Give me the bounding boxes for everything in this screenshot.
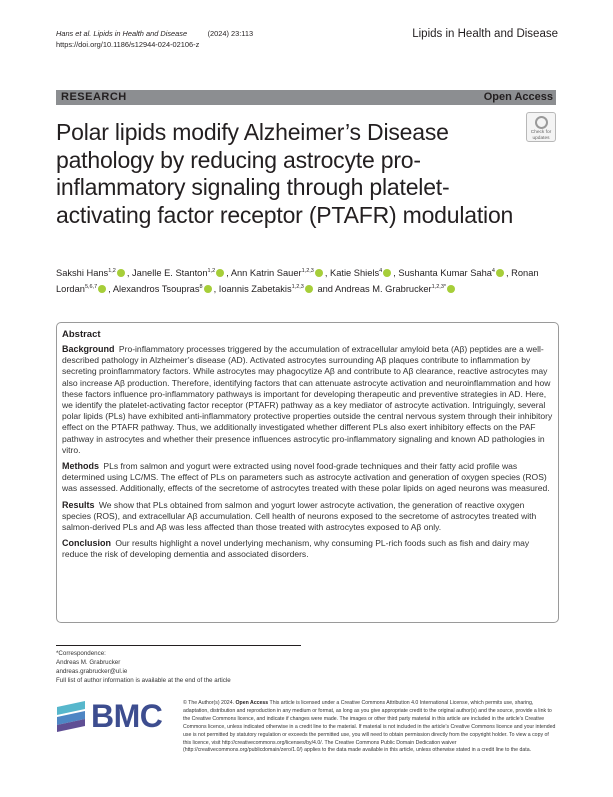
author[interactable]: Alexandros Tsoupras$^8$ [113, 284, 214, 294]
license-statement [183, 700, 557, 755]
orcid-icon[interactable] [216, 269, 224, 277]
author[interactable]: Katie Shiels$^4$ [330, 268, 393, 278]
bmc-mark-icon [57, 704, 85, 730]
abstract-heading: Abstract [62, 329, 101, 340]
section-label: RESEARCH [61, 91, 127, 103]
author-info-note: Full list of author information is available at the end of the article [56, 677, 231, 684]
check-updates-line2: updates [532, 136, 550, 141]
correspondence-label: *Correspondence: [56, 650, 106, 657]
running-header [56, 29, 253, 50]
author[interactable]: Janelle E. Stanton$^{1,2}$ [132, 268, 226, 278]
abstract-box [56, 322, 559, 623]
author[interactable]: Ronan Lordan$^{5,6,7}$ [56, 268, 539, 294]
article-title: Polar lipids modify Alzheimer’s Disease pathology by reducing astrocyte pro-inflammatory signaling through platelet-activating factor receptor (PTAFR) modulation [56, 119, 514, 228]
author[interactable]: Sushanta Kumar Saha$^4$ [398, 268, 506, 278]
correspondence-note [56, 645, 301, 685]
orcid-icon[interactable] [315, 269, 323, 277]
section-banner [56, 90, 556, 105]
orcid-icon[interactable] [447, 285, 455, 293]
volume-info: (2024) 23:113 [187, 29, 254, 38]
abstract-conclusion: Conclusion Our results highlight a novel underlying mechanism, why consuming PL-rich foods such as fish and dairy may reduce the risk of developing dementia and associated disorders. [62, 538, 530, 560]
orcid-icon[interactable] [305, 285, 313, 293]
check-updates-line1: Check for [530, 130, 552, 135]
check-updates-icon [535, 116, 548, 129]
license-open-access: Open Access [235, 700, 269, 706]
journal-name: Lipids in Health and Disease [412, 28, 558, 40]
correspondence-name: Andreas M. Grabrucker [56, 659, 121, 666]
check-for-updates-badge[interactable] [526, 112, 556, 142]
author[interactable]: Ann Katrin Sauer$^{1,2,3}$ [231, 268, 325, 278]
correspondence-email[interactable]: andreas.grabrucker@ul.ie [56, 668, 128, 675]
copyright: © The Author(s) 2024. [183, 700, 235, 706]
abstract-results: Results We show that PLs obtained from salmon and yogurt lower astrocyte activation, the generation of reactive oxygen species (ROS), and extracellular Aβ accumulation. Cell health of neurons exposed to the secretome of astrocytes treated with salmon-derived PLs and Aβ was less affected than those treated with astrocytes exposed to Aβ only. [62, 499, 537, 533]
authors-and: and [317, 283, 333, 294]
open-access-label: Open Access [483, 91, 553, 103]
abstract-background: Background Pro-inflammatory processes triggered by the accumulation of extracellular amyloid beta (Aβ) peptides are a well-described pathology in Alzheimer’s disease (AD). Activated astrocytes surrounding Aβ plaques contribute to inflammation by secreting proinflammatory factors. While astrocytes may phagocytize Aβ and contribute to Aβ clearance, reactive astrocytes may also increase Aβ production. Therefore, identifying factors that can attenuate astrocyte activation and neuroinflammation and how these factors influence pro-inflammatory pathways is important for developing therapeutic and preventive strategies in AD. Here, we identify the platelet-activating factor receptor (PTAFR) pathway as a key mediator of astrocyte activation. Intriguingly, several polar lipids (PLs) have exhibited anti-inflammatory protective properties outside the central nervous system through their inhibitory effect on the PTAFR pathway. Thus, we additionally investigated whether different PLs also exert inhibitory effects on the PAF pathway in astrocytes and whether their presence influences astrocytic pro-inflammatory signaling and known AD pathologies in vitro. [62, 344, 553, 455]
journal-citation: Hans et al. Lipids in Health and Disease [56, 29, 188, 38]
orcid-icon[interactable] [383, 269, 391, 277]
orcid-icon[interactable] [98, 285, 106, 293]
orcid-icon[interactable] [204, 285, 212, 293]
bmc-logo [57, 698, 167, 734]
abstract-methods: Methods PLs from salmon and yogurt were extracted using novel food-grade techniques and their fatty acid profile was determined using LC/MS. The effect of PLs on parameters such as astrocyte activation and generation of oxygen species (ROS) was assessed. Additionally, effects of the secretome of astrocytes treated with these polar lipids on aged neurons was measured. [62, 461, 550, 494]
license-text: This article is licensed under a Creative Commons Attribution 4.0 International License, which permits use, sharing, adaptation, distribution and reproduction in any medium or format, as long as you give appropriate credit to the original author(s) and the source, provide a link to the Creative Commons licence, and indicate if changes were made. The images or other third party material in this article are included in the article’s Creative Commons licence, unless indicated otherwise in a credit line to the material. If material is not included in the article’s Creative Commons licence and your intended use is not permitted by statutory regulation or exceeds the permitted use, you will need to obtain permission directly from the copyright holder. To view a copy of this licence, visit http://creativecommons.org/licenses/by/4.0/. The Creative Commons Public Domain Dedication waiver (http://creativecommons.org/publicdomain/zero/1.0/) applies to the data made available in this article, unless otherwise stated in a credit line to the data. [183, 700, 556, 754]
doi-link[interactable]: https://doi.org/10.1186/s12944-024-02106-z [56, 39, 200, 49]
author[interactable]: Andreas M. Grabrucker$^{1,2,3*}$ [335, 284, 457, 294]
orcid-icon[interactable] [496, 269, 504, 277]
orcid-icon[interactable] [117, 269, 125, 277]
author[interactable]: Ioannis Zabetakis$^{1,2,3}$ [219, 284, 315, 294]
author-list: Sakshi Hans$^{1,2}$ , Janelle E. Stanton$^{1,2}$ , Ann Katrin Sauer$^{1,2,3}$ , Katie Shiels$^4$ , Sushanta Kumar Saha$^4$ , Ronan Lordan$^{5,6,7}$ , Alexandros Tsoupras$^8$ , Ioannis Zabetakis$^{1,2,3}$ and Andreas M. Grabrucker$^{1,2,3*}$ [56, 268, 539, 294]
bmc-logo-text: BMC [91, 698, 163, 734]
author[interactable]: Sakshi Hans$^{1,2}$ [56, 268, 127, 278]
